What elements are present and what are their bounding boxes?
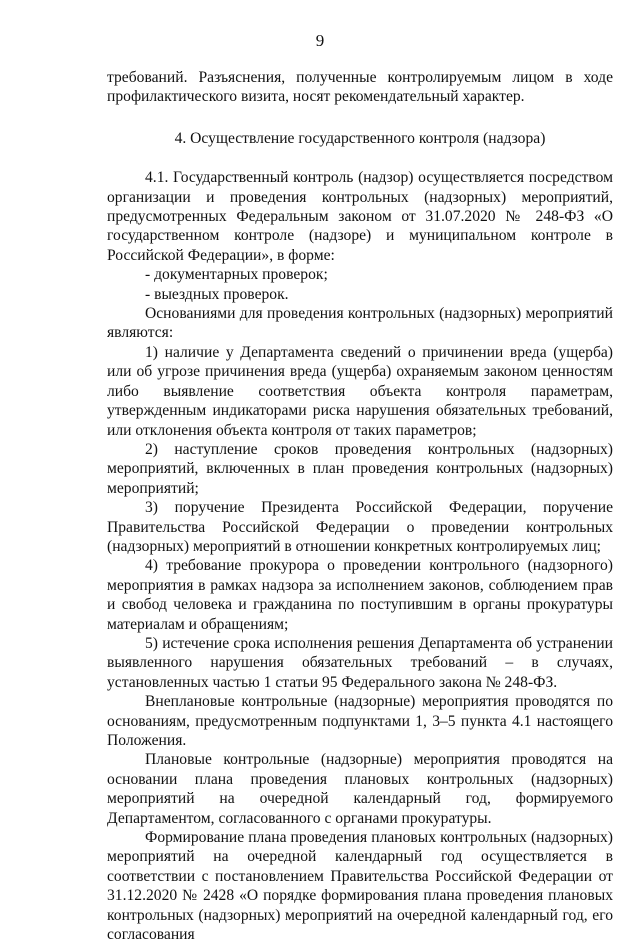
paragraph-grounds: Основаниями для проведения контрольных (надзорных) мероприятий являются: bbox=[107, 305, 613, 342]
numbered-item-4: 4) требование прокурора о проведении контрольного (надзорного) мероприятия в рамках надзора за исполнением законов, соблюдением прав и свобод человека и гражданина по поступившим в органы прокуратуры материалам и обращениям; bbox=[107, 557, 613, 633]
paragraph-4-1: 4.1. Государственный контроль (надзор) осуществляется посредством организации и проведения контрольных (надзорных) мероприятий, предусмотренных Федеральным законом от 31.07.2020 № 248-ФЗ «О государственном контроле (надзоре) и муниципальном контроле в Российской Федерации», в форме: bbox=[107, 169, 613, 264]
numbered-item-5: 5) истечение срока исполнения решения Департамента об устранении выявленного нарушения обязательных требований – в случаях, установленных частью 1 статьи 95 Федерального закона № 248-ФЗ. bbox=[107, 634, 613, 691]
paragraph-plan-formation: Формирование плана проведения плановых контрольных (надзорных) мероприятий на очередной календарный год осуществляется в соответствии с постановлением Правительства Российской Федерации от 31.12.2020 № 2428 «О порядке формирования плана проведения плановых контрольных (надзорных) мероприятий на очередной календарный год, его согласования bbox=[107, 829, 613, 944]
page-number: 9 bbox=[315, 31, 325, 50]
paragraph-unscheduled: Внеплановые контрольные (надзорные) мероприятия проводятся по основаниям, предусмотренным подпунктами 1, 3–5 пункта 4.1 настоящего Положения. bbox=[107, 693, 613, 749]
list-item: - документарных проверок; bbox=[145, 266, 328, 284]
numbered-item-1: 1) наличие у Департамента сведений о причинении вреда (ущерба) или об угрозе причинения вреда (ущерба) охраняемым законом ценностям либо выявление соответствия объекта контроля параметрам, утвержденным индикаторами риска нарушения обязательных требований, или отклонения объекта контроля от таких параметров; bbox=[107, 343, 613, 439]
paragraph-scheduled: Плановые контрольные (надзорные) мероприятия проводятся на основании плана проведения плановых контрольных (надзорных) мероприятий на очередной календарный год, формируемого Департаментом, согласованного с органами прокуратуры. bbox=[107, 751, 613, 827]
paragraph-continuation: требований. Разъяснения, полученные контролируемым лицом в ходе профилактического визита, носят рекомендательный характер. bbox=[107, 69, 613, 106]
list-item: - выездных проверок. bbox=[145, 285, 289, 303]
numbered-item-3: 3) поручение Президента Российской Федерации, поручение Правительства Российской Федерации о проведении контрольных (надзорных) мероприятий в отношении конкретных контролируемых лиц; bbox=[107, 499, 613, 555]
numbered-item-2: 2) наступление сроков проведения контрольных (надзорных) мероприятий, включенных в план проведения контрольных (надзорных) мероприятий; bbox=[107, 440, 613, 497]
section-heading: 4. Осуществление государственного контроля (надзора) bbox=[174, 129, 546, 147]
document-body bbox=[107, 68, 613, 944]
